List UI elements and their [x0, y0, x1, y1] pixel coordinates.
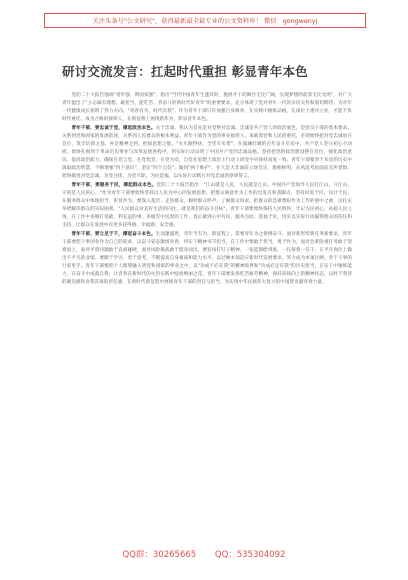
document-body	[62, 92, 352, 534]
paragraph-service	[62, 182, 352, 230]
paragraph-lead: 青年干部，要服务于民，撑起群众本色。	[71, 182, 157, 188]
qq-text: QQ：535304092	[214, 550, 286, 560]
paragraph-text: 生而逢盛世，青年当有为。新征程上，需要青年为之拼搏奋斗。面对新形势新任务新要求，青年干部要把干事创业作为自己的追求，以奋斗姿态激扬青春，用实干精神书写担当。在工作中要敢于担当、勇于作为，面对急难险重任务敢于迎难而上，面对矛盾问题敢于直面碰硬，面对风险挑战敢于挺身而出。要发扬钉钉子精神，一张蓝图绘到底，一任接着一任干，在平凡岗位上做出不平凡的业绩。要勤于学习、善于思考，不断提高自身素质和能力水平，以过硬本领适应新时代发展要求，努力成为本领过硬、善于干事的行家里手。青年干部要把个人理想融入到党和国家的事业之中，以"功成不必在我"的精神境界和"功成必定有我"的历史担当，在实干中锤炼能力，在奋斗中成就自我，让青春在新时代的火热实践中绽放绚丽之花，青年干部要发扬吃苦耐劳精神，保持昂扬向上的精神状态，以时不我待的紧迫感和舍我其谁的责任感，在新时代新征程中展现青年干部的责任与担当，为实现中华民族伟大复兴的中国梦贡献青春力量。	[62, 231, 352, 285]
paragraph-text: 关于忠诚，我认为首先是对党绝对忠诚。忠诚是共产党人的政治底色，是党员干部的基本要求。关系到党和国家的发展前途，关系到人民群众的根本利益。青年干部作为党的事业接班人，承载着党和人民的重托，必须始终把对党忠诚放在首位，筑牢信仰之基、补足精神之钙、把稳思想之舵。"火车跑得快，全凭车头带"。在波澜壮阔的百年奋斗历史中，共产党人坚守初心不动摇。始终扎根到于革命历史事业与改革发展进程中，用实际行动证明了中国共产党的忠诚品格。坚持把党的政治建设摆在首位，强化政治意识，提高政治能力，确保在党言党、在党忧党、在党为党，自觉在思想上政治上行动上同党中央保持高度一致。青年干部要善于从党的历史中汲取政治智慧，不断增强"四个意识"、坚定"四个自信"、做到"两个维护"，在大是大非面前立场坚定、旗帜鲜明，在风浪考验面前无所畏惧，始终做到对党忠诚、为党分忧、为党尽职、为民造福，以实际行动践行对党忠诚的铮铮誓言。	[62, 125, 352, 180]
promo-banner-text: 关注头条号"公文研究"，获得最新最全最专业的公文资料库！ 微信：gongwenyj	[92, 18, 318, 25]
paragraph-struggle	[62, 231, 352, 287]
paragraph-lead: 青年干部，要忠诚于党，撑起政治本色。	[71, 125, 156, 131]
paragraph-text: 党的二十大报告指出："江山就是人民，人民就是江山。中国共产党领导人民打江山、守江山，守的是人民的心。"作为青年干部要始终坚持以人民为中心的发展思想，把群众满意作为工作的出发点和落脚点，坚持问需于民、问计于民，在服务群众中体现担当、彰显作为。要深入基层、走进群众，倾听群众呼声、了解群众诉求，把群众的急难愁盼作为工作的重中之重，以扎实举措解决群众的实际困难。"人民群众对美好生活的向往，就是我们的奋斗目标"。青年干部要始终保持人民情怀，牢记为民初心，站稳人民立场，在工作中多做打基础、利长远的事，多做雪中送炭的工作，真正做到心中有民、服务为民、造福于民，切实以实际行动赢得群众的信任和支持，让群众在发展中有更多获得感、幸福感、安全感。	[62, 182, 352, 228]
document-title: 研讨交流发言：扛起时代重担 彰显青年本色	[62, 64, 308, 79]
paragraph-lead: 青年干部，要立足于干，撑起奋斗本色。	[71, 231, 156, 237]
promo-banner	[44, 13, 366, 28]
paragraph-intro	[62, 92, 352, 124]
paragraph-loyalty	[62, 125, 352, 181]
qq-group-text: QQ群：30265665	[122, 550, 197, 560]
paragraph-text: 党的二十大报告强调"青年强，则国家强"，指出"当代中国青年生逢其时，施展才干的舞台无比广阔，实现梦想的前景无比光明"，对广大青年提出了"立志做有理想、敢担当、能吃苦、肯奋斗的新时代好青年"的重要要求，充分体现了党对青年一代的亲切关怀和殷切期待。为青年一代健康成长指明了努力方向。"青春有为，时代有我"。作为青年干部只有加强自身修养，在实践中锤炼品格，在岗位上建功立业，才能不负时代重托，成为合格的接班人，在新征程上展现新作为，彰显青年本色。	[62, 93, 352, 123]
contact-footer	[0, 548, 408, 560]
